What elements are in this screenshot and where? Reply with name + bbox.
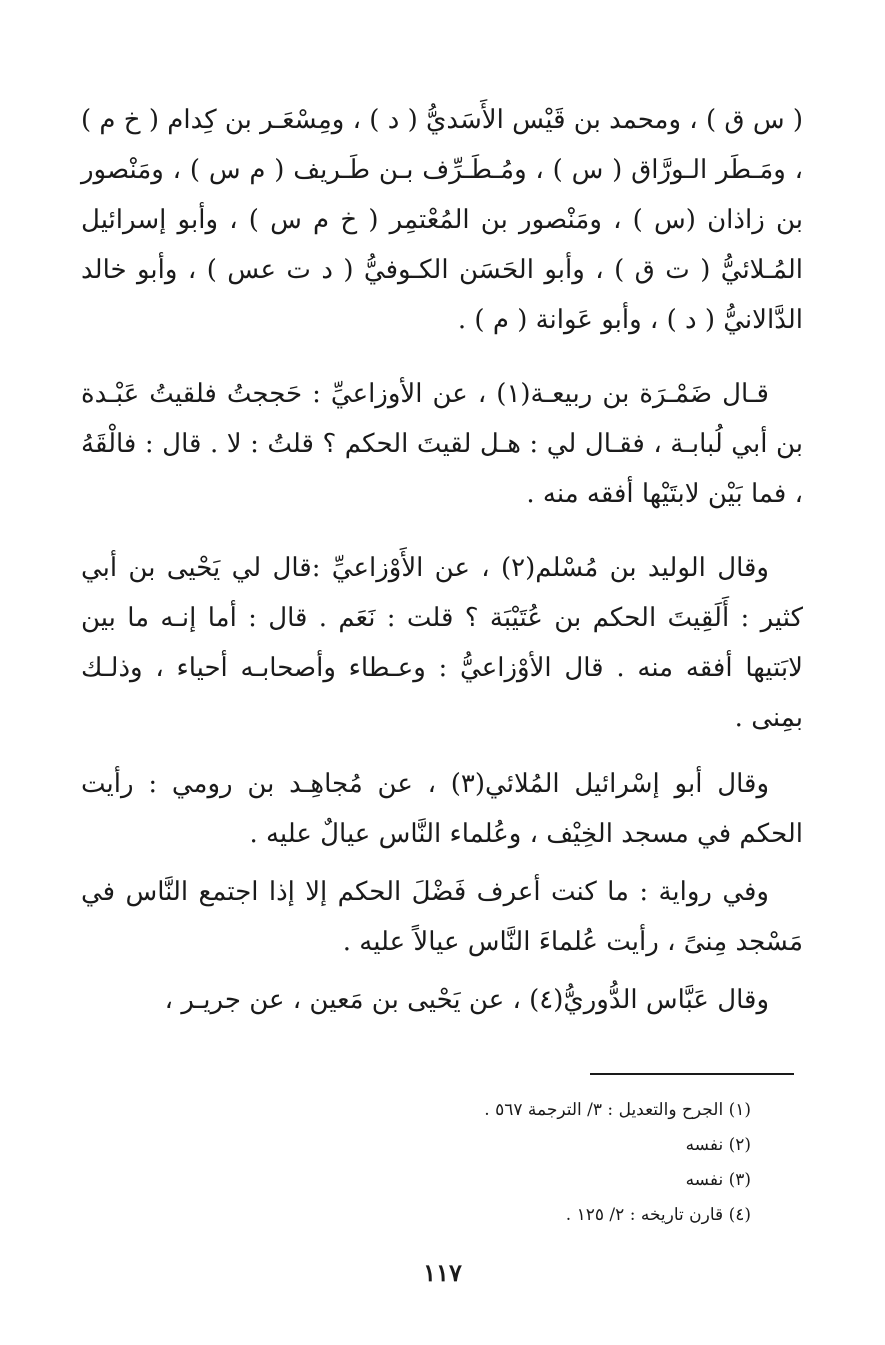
paragraph: ( س ق ) ، ومحمد بن قَيْس الأَسَديُّ ( د ) ، ومِسْعَـر بن كِدام ( خ م ) ، ومَـطَر الـورَّاق ( س ) ، ومُـطَـرِّف بـن طَـريف ( م س ) ، ومَنْصور بن زاذان (س ) ، ومَنْصور بن المُعْتمِر ( خ م س ) ، وأبو إسرائيل المُـلائيُّ ( ت ق ) ، وأبو الحَسَن الكـوفيُّ ( د ت عس ) ، وأبو خالد الدَّالانيُّ ( د ) ، وأبو عَوانة ( م ) . <box>81 105 803 335</box>
footnote-divider <box>590 1073 794 1075</box>
paragraph: وقال عَبَّاس الدُّوريُّ(٤) ، عن يَحْيى بن مَعين ، عن جريـر ، <box>164 985 769 1015</box>
footnote: (٢) نفسه <box>685 1135 751 1155</box>
main-text <box>81 95 803 1025</box>
footnote: (١) الجرح والتعديل : ٣/ الترجمة ٥٦٧ . <box>484 1100 751 1120</box>
footnote: (٤) قارن تاريخه : ٢/ ١٢٥ . <box>565 1205 751 1225</box>
footnote: (٣) نفسه <box>685 1170 751 1190</box>
paragraph: وقال الوليد بن مُسْلم(٢) ، عن الأَوْزاعيِّ :قال لي يَحْيى بن أبي كثير : أَلَقِيتَ الحكم بن عُتَيْبَة ؟ قلت : نَعَم . قال : أما إنـه ما بين لابَتيها أفقه منه . قال الأوْزاعيُّ : وعـطاء وأصحابـه أحياء ، وذلـك بمِنى . <box>81 553 803 733</box>
paragraph: قـال ضَمْـرَة بن ربيعـة(١) ، عن الأوزاعيِّ : حَججتُ فلقيتُ عَبْـدة بن أبي لُبابـة ، فقـال لي : هـل لقيتَ الحكم ؟ قلتُ : لا . قال : فالْقَهُ ، فما بَيْن لابتَيْها أفقه منه . <box>81 379 803 509</box>
paragraph: وفي رواية : ما كنت أعرف فَضْلَ الحكم إلا إذا اجتمع النَّاس في مَسْجد مِنىً ، رأيت عُلماءَ النَّاس عيالاً عليه . <box>81 877 803 957</box>
page-number: ١١٧ <box>423 1258 462 1287</box>
paragraph: وقال أبو إسْرائيل المُلائي(٣) ، عن مُجاهِـد بن رومي : رأيت الحكم في مسجد الخِيْف ، وعُلماء النَّاس عيالٌ عليه . <box>81 769 803 849</box>
footnotes <box>251 1093 751 1233</box>
